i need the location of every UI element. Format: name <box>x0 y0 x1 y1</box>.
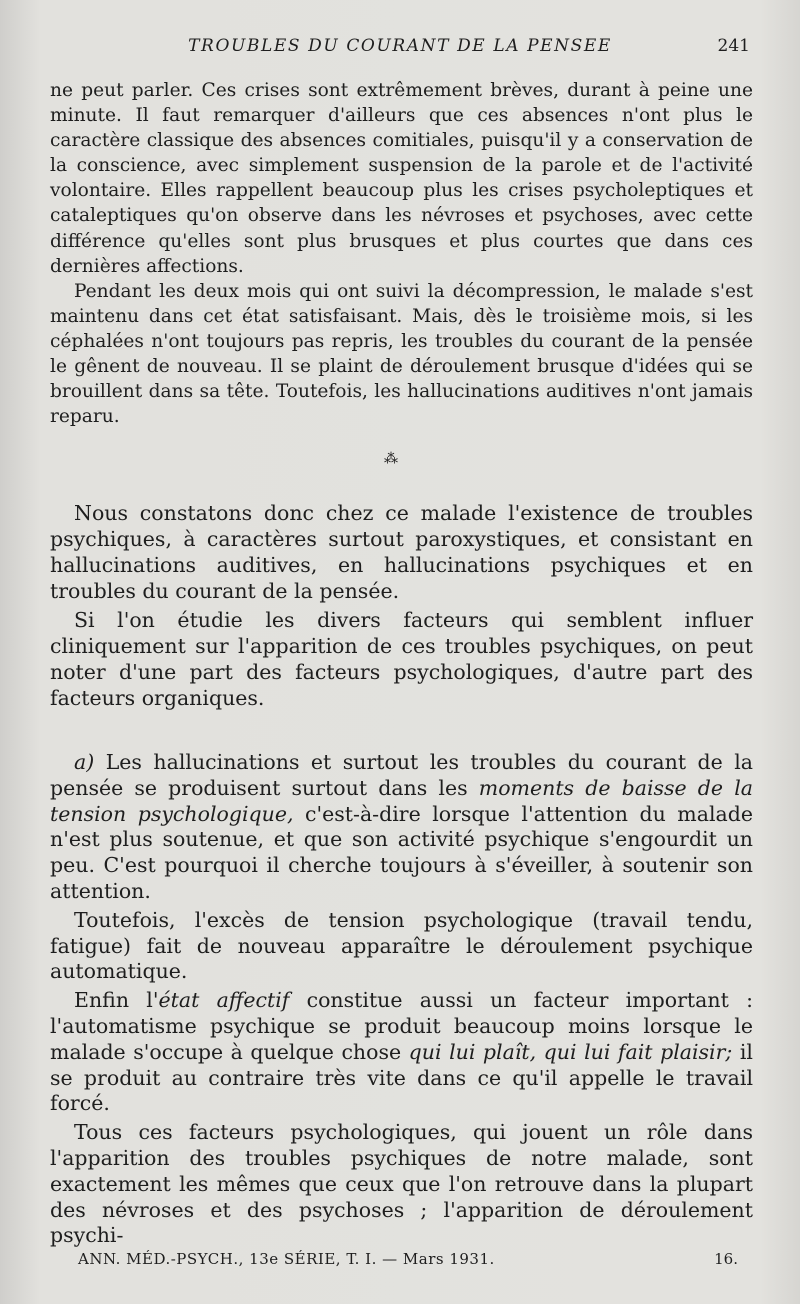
paragraph: Pendant les deux mois qui ont suivi la décompression, le malade s'est maintenu dans cet état satisfaisant. Mais, dès le troisième mois, si les céphalées n'ont toujours pas repris, les troubles du courant de la pensée le gênent de nouveau. Il se plaint de déroulement brusque d'idées qui se brouillent dans sa tête. Toutefois, les hallucinations auditives n'ont jamais reparu. <box>50 280 753 428</box>
emphasis: moments de baisse de la tension psychologique, <box>50 775 753 826</box>
section-summary <box>50 500 753 714</box>
section-psychological-factors <box>50 750 753 1252</box>
emphasis: qui lui plaît, qui lui fait plaisir; <box>408 1039 733 1064</box>
signature-mark: 16. <box>714 1250 738 1268</box>
emphasis: état affectif <box>158 988 290 1013</box>
paragraph: Toutefois, l'excès de tension psychologique (travail tendu, fatigue) fait de nouveau apparaître le déroulement psychique automatique. <box>50 907 753 984</box>
running-header <box>0 36 800 60</box>
paragraph: Tous ces facteurs psychologiques, qui jouent un rôle dans l'apparition des troubles psychiques de notre malade, sont exactement les mêmes que ceux que l'on retrouve dans la plupart des névroses et des psychoses ; l'apparition de déroulement psychi- <box>50 1120 753 1248</box>
page-number: 241 <box>717 36 750 56</box>
running-title: TROUBLES DU COURANT DE LA PENSEE <box>188 36 612 56</box>
journal-citation: ANN. MÉD.-PSYCH., 13e SÉRIE, T. I. — Mars 1931. <box>78 1250 495 1268</box>
section-continuation <box>50 78 753 429</box>
section-separator: ⁂ <box>384 451 398 467</box>
list-label: a) <box>74 750 95 774</box>
paragraph: ne peut parler. Ces crises sont extrêmement brèves, durant à peine une minute. Il faut remarquer d'ailleurs que ces absences n'ont plus le caractère classique des absences comitiales, puisqu'il y a conservation de la conscience, avec simplement suspension de la parole et de l'activité volontaire. Elles rappellent beaucoup plus les crises psycholeptiques et cataleptiques qu'on observe dans les névroses et psychoses, avec cette différence qu'elles sont plus brusques et plus courtes que dans ces dernières affections. <box>50 80 753 277</box>
paragraph: Nous constatons donc chez ce malade l'existence de troubles psychiques, à caractères surtout paroxystiques, et consistant en hallucinations auditives, en hallucinations psychiques et en troubles du courant de la pensée. <box>50 501 753 603</box>
paragraph: Si l'on étudie les divers facteurs qui semblent influer cliniquement sur l'apparition de ces troubles psychiques, on peut noter d'une part des facteurs psychologiques, d'autre part des facteurs organiques. <box>50 608 753 710</box>
paragraph: Enfin l'état affectif constitue aussi un facteur important : l'automatisme psychique se produit beaucoup moins lorsque le malade s'occupe à quelque chose qui lui plaît, qui lui fait plaisir; il se produit au contraire très vite dans ce qu'il appelle le travail forcé. <box>50 988 753 1116</box>
paragraph: a) Les hallucinations et surtout les troubles du courant de la pensée se produisent surtout dans les moments de baisse de la tension psychologique, c'est-à-dire lorsque l'attention du malade n'est plus soutenue, et que son activité psychique s'engourdit un peu. C'est pourquoi il cherche toujours à s'éveiller, à soutenir son attention. <box>50 750 753 903</box>
page-footer <box>78 1250 738 1268</box>
